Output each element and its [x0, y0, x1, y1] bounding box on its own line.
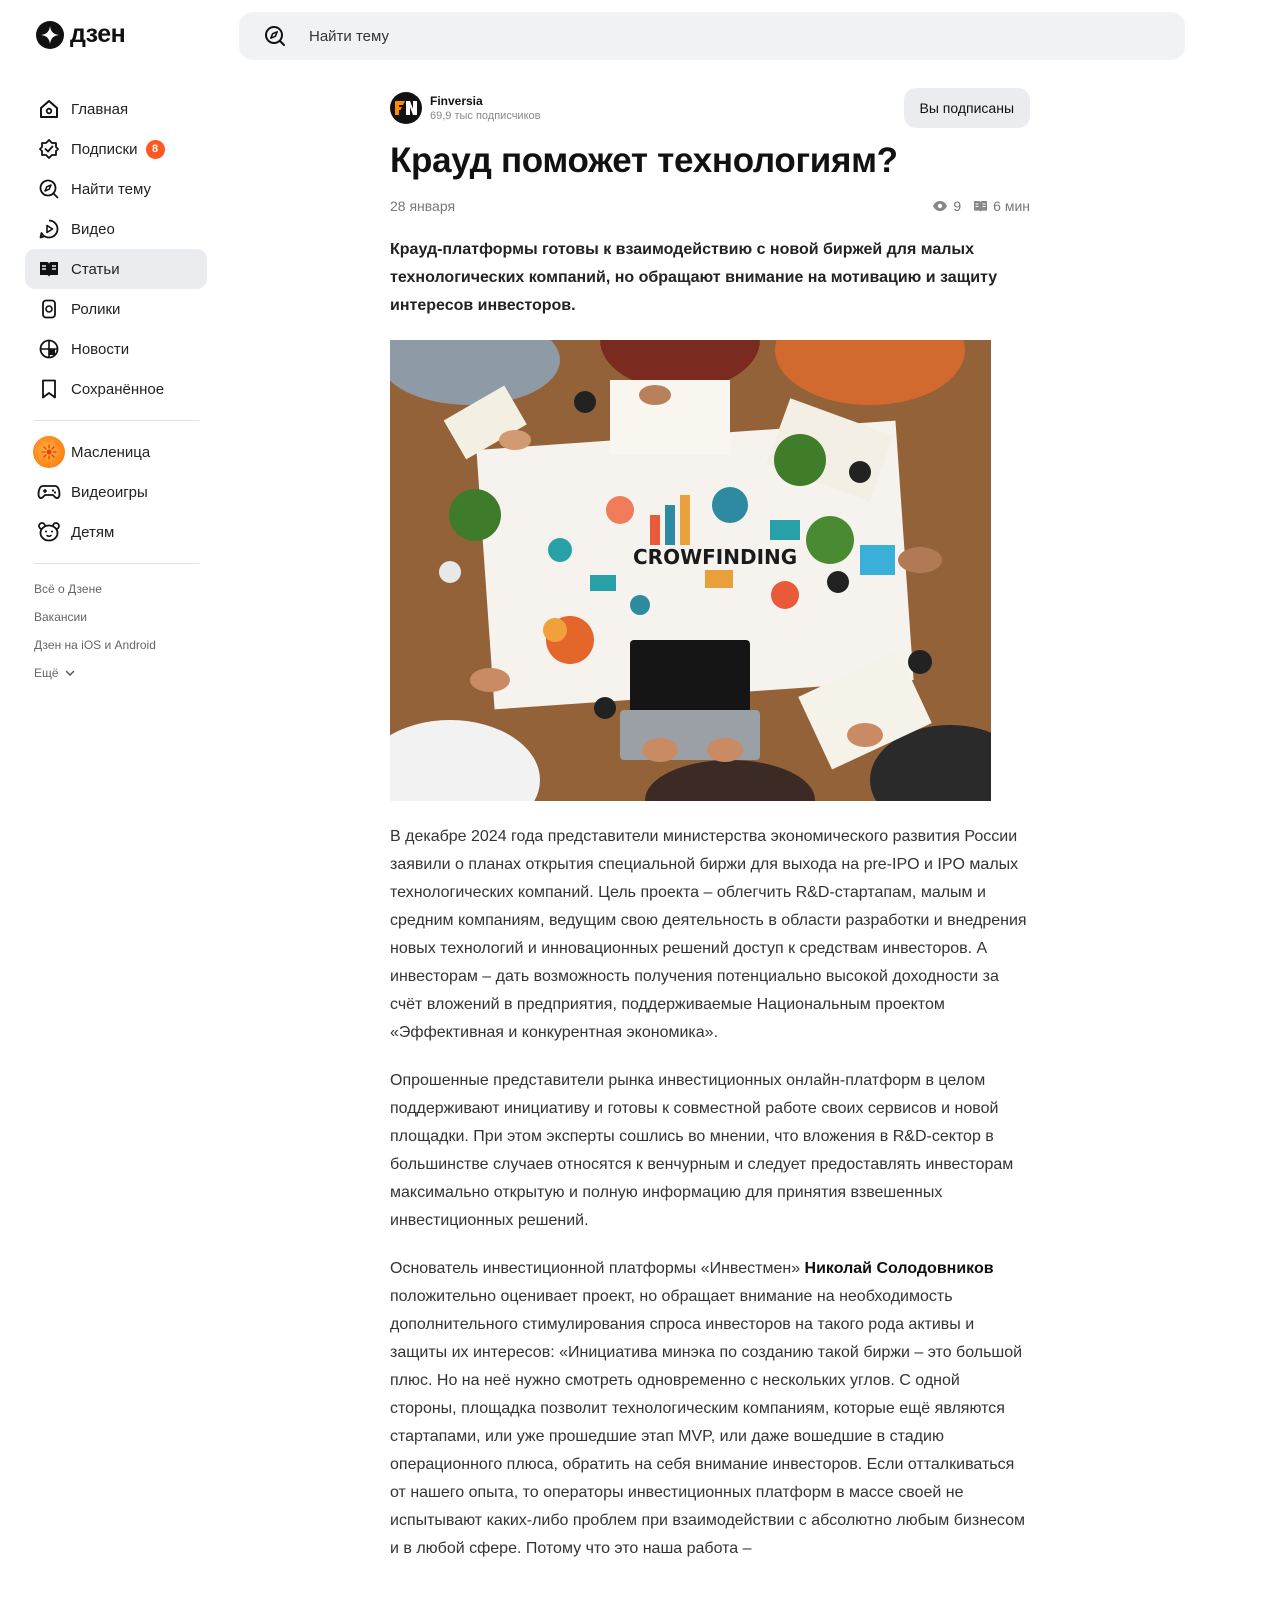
chevron-down-icon	[64, 667, 76, 679]
footer-link-apps[interactable]: Дзен на iOS и Android	[34, 638, 156, 652]
bear-icon	[37, 520, 61, 544]
sidebar-item-label: Ролики	[71, 300, 121, 318]
bookmark-icon	[37, 377, 61, 401]
sidebar-item-label: Найти тему	[71, 180, 151, 198]
sidebar-topic-kids[interactable]	[25, 512, 207, 552]
maslenitsa-sun-icon	[33, 436, 65, 468]
sidebar-item-label: Детям	[71, 523, 115, 541]
search-bar[interactable]	[239, 12, 1185, 60]
views-count: 9	[953, 198, 962, 214]
sidebar-divider	[34, 563, 199, 564]
article	[390, 88, 1030, 1563]
channel-info	[430, 94, 540, 122]
sidebar-item-label: Видео	[71, 220, 115, 238]
person-name: Николай Солодовников	[804, 1260, 994, 1277]
sidebar-topic-maslenitsa[interactable]	[25, 432, 207, 472]
article-paragraph: Опрошенные представители рынка инвестиционных онлайн-платформ в целом поддерживают инициативу и готовы к совместной работе своих сервисов и новой площадки. При этом эксперты сошлись во мнении, что вложения в R&D-сектор в большинстве случаев относятся к венчурным и следует предоставлять инвесторам максимально открытую и полную информацию для принятия взвешенных инвестиционных решений.	[390, 1072, 1014, 1229]
notification-badge: 8	[146, 140, 165, 159]
dzen-logo[interactable]	[36, 20, 125, 49]
read-time: 6 мин	[993, 198, 1030, 214]
article-paragraph: В декабре 2024 года представители министерства экономического развития России заявили о планах открытия специальной биржи для выхода на pre-IPO и IPO малых технологических компаний. Цель проекта – облегчить R&D-стартапам, малым и средним компаниям, ведущим свою деятельность в области разработки и внедрения новых технологий и инновационных решений доступ к средствам инвесторов. А инвесторам – дать возможность получения потенциально высокой доходности за счёт вложений в предприятия, поддерживаемые Национальным проектом «Эффективная и конкурентная экономика».	[390, 828, 1027, 1041]
footer-link-more[interactable]	[34, 659, 207, 687]
gamepad-icon	[37, 480, 61, 504]
sidebar-item-label: Новости	[71, 340, 130, 358]
read-time-stat	[973, 198, 1030, 214]
article-stats	[932, 198, 1030, 214]
footer-link-vacancies[interactable]: Вакансии	[34, 610, 87, 624]
sidebar-item-label: Сохранённое	[71, 380, 165, 398]
subscribed-button[interactable]: Вы подписаны	[904, 88, 1031, 128]
sidebar-item-home[interactable]	[25, 89, 207, 129]
news-icon	[37, 337, 61, 361]
views-stat	[932, 198, 961, 214]
image-caption-text: CROWFINDING	[633, 545, 798, 569]
sidebar	[25, 89, 207, 687]
paragraph-text: положительно оценивает проект, но обращает внимание на необходимость дополнительного стимулирования спроса инвесторов на такого рода активы и защиты их интересов: «Инициатива минэка по созданию такой биржи – это большой плюс. Но на неё нужно смотреть одновременно с нескольких углов. С одной стороны, площадка позволит технологическим компаниям, которые ещё являются стартапами, или уже прошедшие этап MVP, или даже вошедшие в стадию операционного плюса, обратить на себя внимание инвесторов. Если отталкиваться от нашего опыта, то операторы инвестиционных платформ в массе своей не испытывают каких-либо проблем при взаимодействии с абсолютно любым бизнесом и в любой сфере. Потому что это наша работа –	[390, 1288, 1025, 1557]
sidebar-item-find-topic[interactable]	[25, 169, 207, 209]
crowdfunding-illustration	[390, 340, 991, 801]
channel-avatar[interactable]	[390, 92, 422, 124]
channel-header	[390, 88, 1030, 128]
sidebar-item-clips[interactable]	[25, 289, 207, 329]
compass-icon	[37, 177, 61, 201]
footer-link-about[interactable]: Всё о Дзене	[34, 582, 102, 596]
sidebar-item-articles[interactable]	[25, 249, 207, 289]
sidebar-item-label: Статьи	[71, 260, 120, 278]
sidebar-footer	[25, 575, 207, 687]
sidebar-topic-videogames[interactable]	[25, 472, 207, 512]
article-paragraph	[390, 1255, 1030, 1563]
articles-icon	[37, 257, 61, 281]
sidebar-item-saved[interactable]	[25, 369, 207, 409]
logo-text: дзен	[70, 20, 126, 48]
sidebar-item-label: Видеоигры	[71, 483, 148, 501]
eye-icon	[932, 200, 948, 212]
sidebar-item-video[interactable]	[25, 209, 207, 249]
sidebar-item-label: Главная	[71, 100, 129, 118]
compass-search-icon	[263, 24, 287, 48]
sidebar-divider	[34, 420, 199, 421]
search-input[interactable]: Найти тему	[309, 27, 389, 45]
dzen-star-icon	[36, 21, 64, 49]
sidebar-item-label: Масленица	[71, 443, 151, 461]
home-icon	[37, 97, 61, 121]
paragraph-text: Основатель инвестиционной платформы «Инвестмен»	[390, 1260, 805, 1277]
article-lead: Крауд-платформы готовы к взаимодействию с новой биржей для малых технологических компаний, но обращают внимание на мотивацию и защиту интересов инвесторов.	[390, 241, 998, 314]
sidebar-item-subscriptions[interactable]	[25, 129, 207, 169]
book-icon	[973, 200, 988, 213]
clips-icon	[37, 297, 61, 321]
video-icon	[37, 217, 61, 241]
article-date: 28 января	[390, 198, 456, 214]
channel-subscribers: 69,9 тыс подписчиков	[430, 110, 541, 122]
channel-name[interactable]: Finversia	[430, 94, 483, 108]
more-label: Ещё	[34, 666, 59, 680]
subscriptions-icon	[37, 137, 61, 161]
article-title: Крауд поможет технологиям?	[390, 141, 898, 180]
sidebar-item-news[interactable]	[25, 329, 207, 369]
article-hero-image[interactable]	[390, 340, 991, 801]
article-meta	[390, 198, 1030, 214]
sidebar-item-label: Подписки	[71, 140, 138, 158]
